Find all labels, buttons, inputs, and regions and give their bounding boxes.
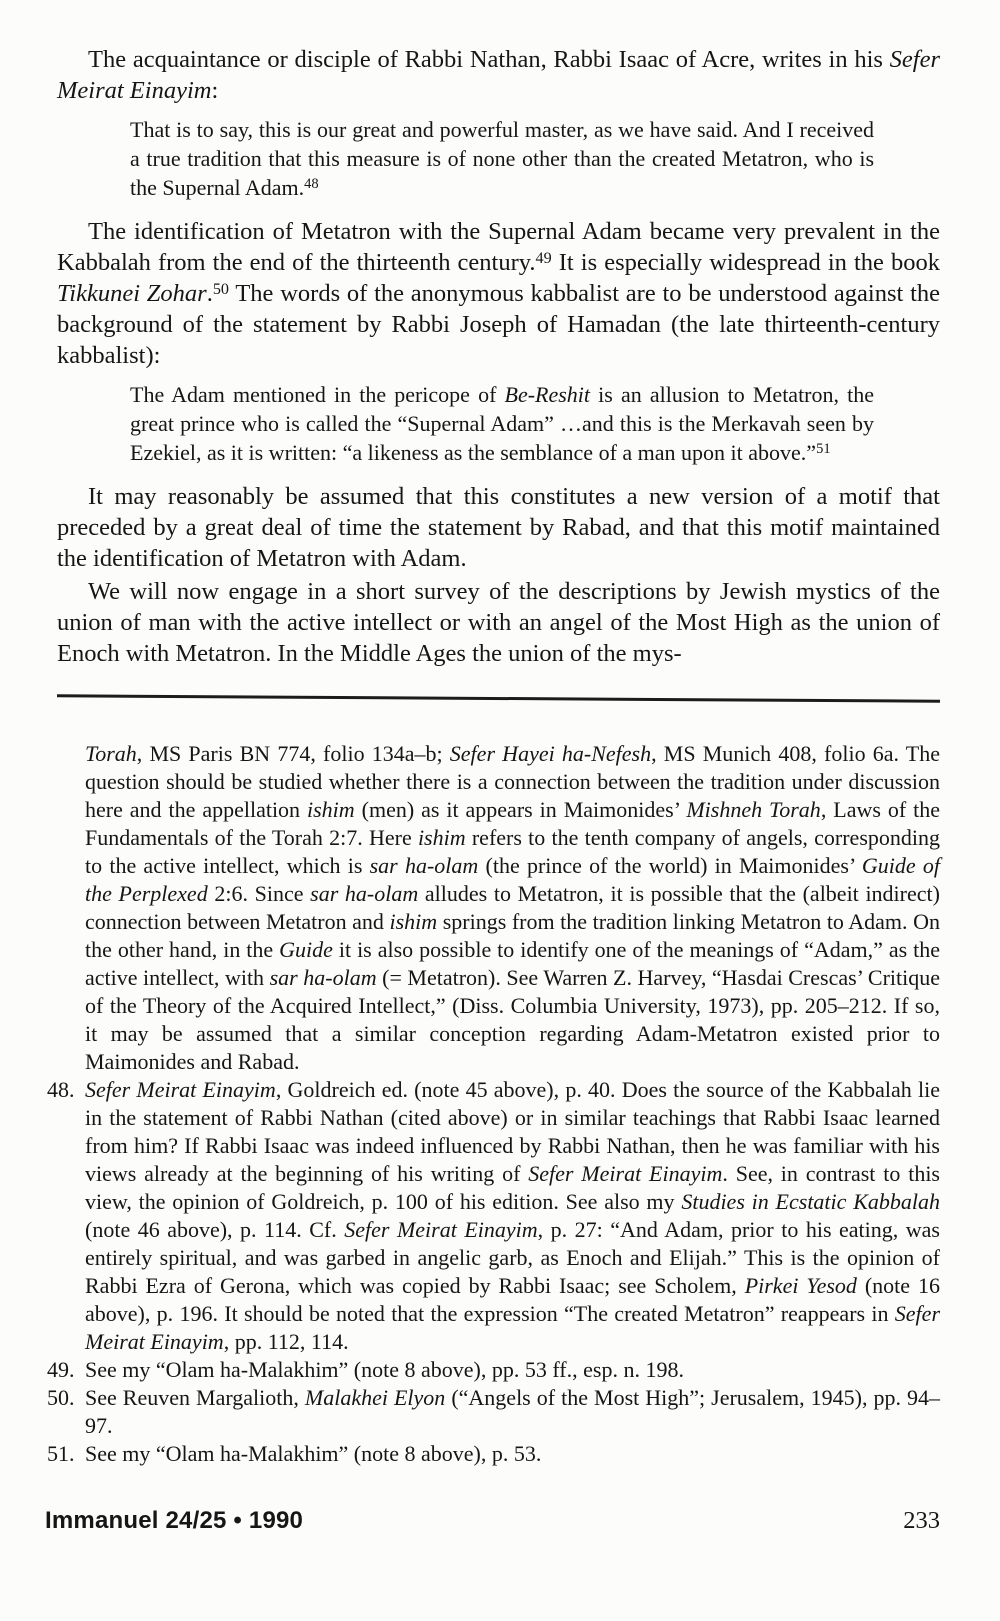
footnote-50 (47, 1384, 940, 1440)
page-footer (45, 1507, 940, 1535)
footnote-number: 51. (47, 1441, 75, 1466)
page-body (57, 44, 940, 671)
footnote-number: 50. (47, 1385, 75, 1410)
block-quote-2: The Adam mentioned in the pericope of Be-Reshit is an allusion to Metatron, the great prince who is called the “Supernal Adam” …and this is the Merkavah seen by Ezekiel, as it is written: “a likeness as the semblance of a man upon it above.”$^{51}$ (130, 382, 875, 465)
footnote-text: Sefer Meirat Einayim, Goldreich ed. (note 45 above), p. 40. Does the source of the Kabbalah lie in the statement of Rabbi Nathan (cited above) or in similar teachings that Rabbi Isaac learned from him? If Rabbi Isaac was indeed influenced by Rabbi Nathan, then he was familiar with his views already at the beginning of his writing of Sefer Meirat Einayim. See, in contrast to this view, the opinion of Goldreich, p. 100 of his edition. See also my Studies in Ecstatic Kabbalah (note 46 above), p. 114. Cf. Sefer Meirat Einayim, p. 27: “And Adam, prior to his eating, was entirely spiritual, and was garbed in angelic garb, as Enoch and Elijah.” This is the opinion of Rabbi Ezra of Gerona, which was copied by Rabbi Isaac; see Scholem, Pirkei Yesod (note 16 above), p. 196. It should be noted that the expression “The created Metatron” reappears in Sefer Meirat Einayim, pp. 112, 114. (85, 1077, 940, 1354)
journal-title: Immanuel 24/25 • 1990 (45, 1507, 304, 1534)
paragraph-4: We will now engage in a short survey of the descriptions by Jewish mystics of the union of man with the active intellect or with an angel of the Most High as the union of Enoch with Metatron. In the Middle Ages the union of the mys- (57, 578, 940, 667)
footnote-number: 48. (47, 1077, 75, 1102)
paragraph-2: The identification of Metatron with the Supernal Adam became very prevalent in the Kabbalah from the end of the thirteenth century.$^{49}$ It is especially widespread in the book Tikkunei Zohar.$^{50}$ The words of the anonymous kabbalist are to be understood against the background of the statement by Rabbi Joseph of Hamadan (the late thirteenth-century kabbalist): (57, 218, 941, 369)
footnote-divider (57, 694, 940, 702)
footnote-number: 49. (47, 1357, 75, 1382)
footnote-continuation: Torah, MS Paris BN 774, folio 134a–b; Sefer Hayei ha-Nefesh, MS Munich 408, folio 6a. The question should be studied whether there is a connection between the tradition under discussion here and the appellation ishim (men) as it appears in Maimonides’ Mishneh Torah, Laws of the Fundamentals of the Torah 2:7. Here ishim refers to the tenth company of angels, corresponding to the active intellect, which is sar ha-olam (the prince of the world) in Maimonides’ Guide of the Perplexed 2:6. Since sar ha-olam alludes to Metatron, it is possible that the (albeit indirect) connection between Metatron and ishim springs from the tradition linking Metatron to Adam. On the other hand, in the Guide it is also possible to identify one of the meanings of “Adam,” as the active intellect, with sar ha-olam (= Metatron). See Warren Z. Harvey, “Hasdai Crescas’ Critique of the Theory of the Acquired Intellect,” (Diss. Columbia University, 1973), pp. 205–212. If so, it may be assumed that a similar conception regarding Adam-Metatron existed prior to Maimonides and Rabad. (85, 741, 941, 1074)
footnote-49 (47, 1356, 940, 1384)
paragraph-3: It may reasonably be assumed that this constitutes a new version of a motif that preceded by a great deal of time the statement by Rabad, and that this motif maintained the identification of Metatron with Adam. (57, 483, 940, 572)
footnote-text: See my “Olam ha-Malakhim” (note 8 above), p. 53. (85, 1441, 542, 1466)
footnote-51 (47, 1440, 940, 1468)
footnote-text: See my “Olam ha-Malakhim” (note 8 above), pp. 53 ff., esp. n. 198. (85, 1357, 684, 1382)
paragraph-1: The acquaintance or disciple of Rabbi Nathan, Rabbi Isaac of Acre, writes in his Sefer Meirat Einayim: (57, 46, 940, 104)
footnotes-section (47, 740, 940, 1468)
block-quote-1: That is to say, this is our great and powerful master, as we have said. And I received a true tradition that this measure is of none other than the created Metatron, who is the Supernal Adam.$^{48}$ (130, 117, 874, 200)
footnote-48 (47, 1076, 940, 1356)
page-number: 233 (903, 1507, 940, 1534)
footnote-text: See Reuven Margalioth, Malakhei Elyon (“Angels of the Most High”; Jerusalem, 1945), pp. 94–97. (85, 1385, 941, 1438)
